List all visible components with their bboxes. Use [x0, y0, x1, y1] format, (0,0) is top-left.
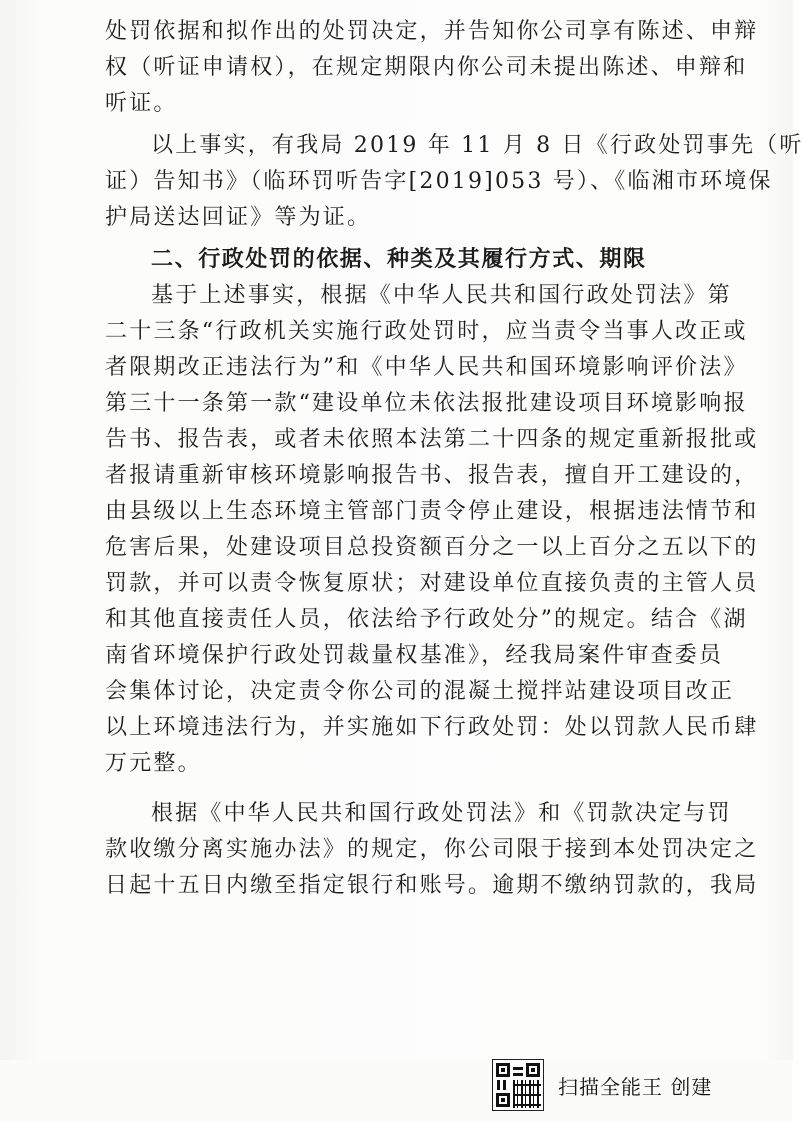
paragraph-4-line-1: 根据《中华人民共和国行政处罚法》和《罚款决定与罚 — [151, 801, 732, 826]
paragraph-3-line-9: 罚款，并可以责令恢复原状；对建设单位直接负责的主管人员 — [105, 571, 759, 596]
paragraph-1-line-2: 权（听证申请权），在规定期限内你公司未提出陈述、申辩和 — [105, 55, 748, 80]
paragraph-3-line-1: 基于上述事实，根据《中华人民共和国行政处罚法》第 — [151, 283, 732, 308]
watermark-text: 扫描全能王 创建 — [558, 1074, 713, 1099]
paragraph-3-line-7: 由县级以上生态环境主管部门责令停止建设，根据违法情节和 — [105, 499, 759, 524]
paragraph-2-line-1: 以上事实，有我局 2019 年 11 月 8 日《行政处罚事先（听 — [151, 133, 804, 158]
paragraph-3-line-3: 者限期改正违法行为”和《中华人民共和国环境影响评价法》 — [105, 355, 748, 380]
paragraph-4-line-3: 日起十五日内缴至指定银行和账号。逾期不缴纳罚款的，我局 — [105, 873, 759, 898]
paragraph-3-line-14: 万元整。 — [105, 751, 202, 776]
section-heading: 二、行政处罚的依据、种类及其履行方式、期限 — [151, 247, 647, 272]
paragraph-1-line-1: 处罚依据和拟作出的处罚决定，并告知你公司享有陈述、申辩 — [105, 19, 759, 44]
paragraph-3-line-13: 以上环境违法行为，并实施如下行政处罚：处以罚款人民币肆 — [105, 715, 759, 740]
qr-code-icon — [492, 1059, 544, 1111]
paragraph-3-line-5: 告书、报告表，或者未依照本法第二十四条的规定重新报批或 — [105, 427, 759, 452]
paragraph-3-line-4: 第三十一条第一款“建设单位未依法报批建设项目环境影响报 — [105, 391, 748, 416]
paragraph-3-line-12: 会集体讨论，决定责令你公司的混凝土搅拌站建设项目改正 — [105, 679, 735, 704]
paragraph-3-line-6: 者报请重新审核环境影响报告书、报告表，擅自开工建设的， — [105, 463, 759, 488]
document-body — [105, 14, 804, 904]
paragraph-3-line-11: 南省环境保护行政处罚裁量权基准》，经我局案件审查委员 — [105, 643, 724, 668]
paragraph-2-line-2: 证）告知书》（临环罚听告字[2019]053 号）、《临湘市环境保 — [105, 169, 773, 194]
paragraph-3-line-10: 和其他直接责任人员，依法给予行政处分”的规定。结合《湖 — [105, 607, 748, 632]
paragraph-2-line-3: 护局送达回证》等为证。 — [105, 205, 372, 230]
paragraph-1-line-3: 听证。 — [105, 91, 178, 116]
paragraph-3-line-2: 二十三条“行政机关实施行政处罚时，应当责令当事人改正或 — [105, 319, 748, 344]
scanner-watermark — [492, 1055, 712, 1115]
paragraph-3-line-8: 危害后果，处建设项目总投资额百分之一以上百分之五以下的 — [105, 535, 759, 560]
paragraph-4-line-2: 款收缴分离实施办法》的规定，你公司限于接到本处罚决定之 — [105, 837, 759, 862]
